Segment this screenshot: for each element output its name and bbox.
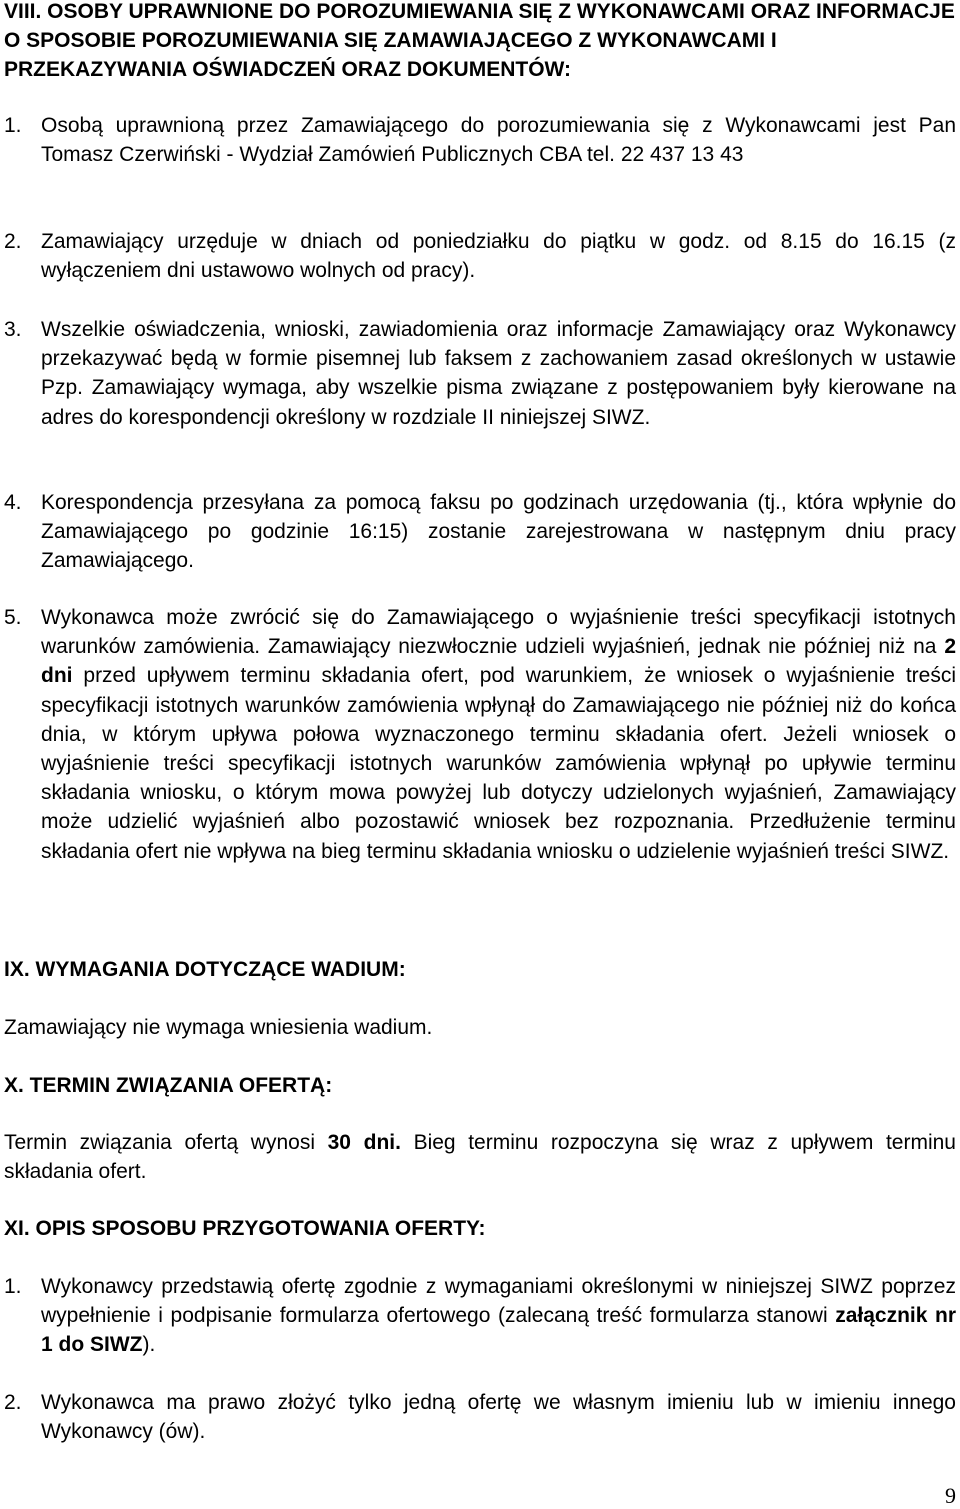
item-text-part: Wykonawca może zwrócić się do Zamawiającego o wyjaśnienie treści specyfikacji istotnych warunków zamówienia. Zamawiający niezwłocznie udzieli wyjaśnień, jednak nie później niż na [41,606,956,659]
list-item-viii-1 [4,111,956,169]
item-text: Zamawiający urzęduje w dniach od poniedziałku do piątku w godz. od 8.15 do 16.15 (z wyłączeniem dni ustawowo wolnych od pracy). [41,230,956,283]
emphasis-deadline: 2 dni [41,635,956,688]
item-number: 1. [4,1275,22,1298]
item-number: 1. [4,114,22,137]
item-text-part: Wykonawcy przedstawią ofertę zgodnie z wymaganiami określonymi w niniejszej SIWZ poprzez wypełnienie i podpisanie formularza ofertowego (zalecaną treść formularza stanowi [41,1275,956,1328]
list-item-viii-3 [4,315,956,432]
item-text-part: przed upływem terminu składania ofert, pod warunkiem, że wniosek o wyjaśnienie treści specyfikacji istotnych warunków zamówienia wpłynął do Zamawiającego nie później niż do końca dnia, w którym upływa połowa wyznaczonego terminu składania ofert. Jeżeli wniosek o wyjaśnienie treści specyfikacji istotnych warunków zamówienia wpłynął po upływie terminu składania wniosku, o którym mowa powyżej lub dotyczy udzielonych wyjaśnień, Zamawiający może udzielić wyjaśnień albo pozostawić wniosek bez rozpoznania. Przedłużenie terminu składania ofert nie wpływa na bieg terminu składania wniosku o udzielenie wyjaśnień treści SIWZ. [41,664,956,863]
page-number: 9 [945,1483,956,1508]
list-item-viii-5 [4,603,956,866]
item-text [41,603,956,866]
item-number: 2. [4,230,22,253]
item-text: Osobą uprawnioną przez Zamawiającego do porozumiewania się z Wykonawcami jest Pan Tomasz Czerwiński - Wydział Zamówień Publicznych CBA tel. 22 437 13 43 [41,114,956,167]
emphasis-attachment: załącznik nr 1 do SIWZ [41,1304,956,1357]
section-x-text [4,1128,956,1186]
section-heading-xi: XI. OPIS SPOSOBU PRZYGOTOWANIA OFERTY: [4,1217,486,1240]
item-text: Korespondencja przesyłana za pomocą faksu po godzinach urzędowania (tj., która wpłynie do Zamawiającego po godzinie 16:15) zostanie zarejestrowana w następnym dniu pracy Zamawiającego. [41,491,956,573]
section-heading-x: X. TERMIN ZWIĄZANIA OFERTĄ: [4,1074,333,1097]
section-ix-text: Zamawiający nie wymaga wniesienia wadium. [4,1016,433,1039]
item-number: 4. [4,491,22,514]
section-heading-ix: IX. WYMAGANIA DOTYCZĄCE WADIUM: [4,958,406,981]
list-item-viii-4 [4,488,956,576]
item-text: Wszelkie oświadczenia, wnioski, zawiadomienia oraz informacje Zamawiający oraz Wykonawcy przekazywać będą w formie pisemnej lub faksem z zachowaniem zasad określonych w ustawie Pzp. Zamawiający wymaga, aby wszelkie pisma związane z postępowaniem były kierowane na adres do korespondencji określony w rozdziale II niniejszej SIWZ. [41,318,956,429]
section-heading-viii: VIII. OSOBY UPRAWNIONE DO POROZUMIEWANIA SIĘ Z WYKONAWCAMI ORAZ INFORMACJE O SPOSOBIE POROZUMIEWANIA SIĘ ZAMAWIAJĄCEGO Z WYKONAWCAMI I PRZEKAZYWANIA OŚWIADCZEŃ ORAZ DOKUMENTÓW: [4,0,955,81]
item-number: 5. [4,606,22,629]
item-number: 2. [4,1391,22,1414]
text-part: Termin związania ofertą wynosi [4,1131,328,1154]
item-text [41,1272,956,1360]
text-part: Bieg terminu rozpoczyna się wraz z upływem terminu składania ofert. [4,1131,956,1184]
list-item-xi-2 [4,1388,956,1446]
document-page [4,0,956,1509]
item-text-part: ). [142,1333,156,1357]
item-number: 3. [4,318,22,341]
list-item-xi-1 [4,1272,956,1360]
emphasis-period: 30 dni. [327,1131,401,1154]
item-text: Wykonawca ma prawo złożyć tylko jedną ofertę we własnym imieniu lub w imieniu innego Wykonawcy (ów). [41,1391,956,1444]
list-item-viii-2 [4,227,956,285]
